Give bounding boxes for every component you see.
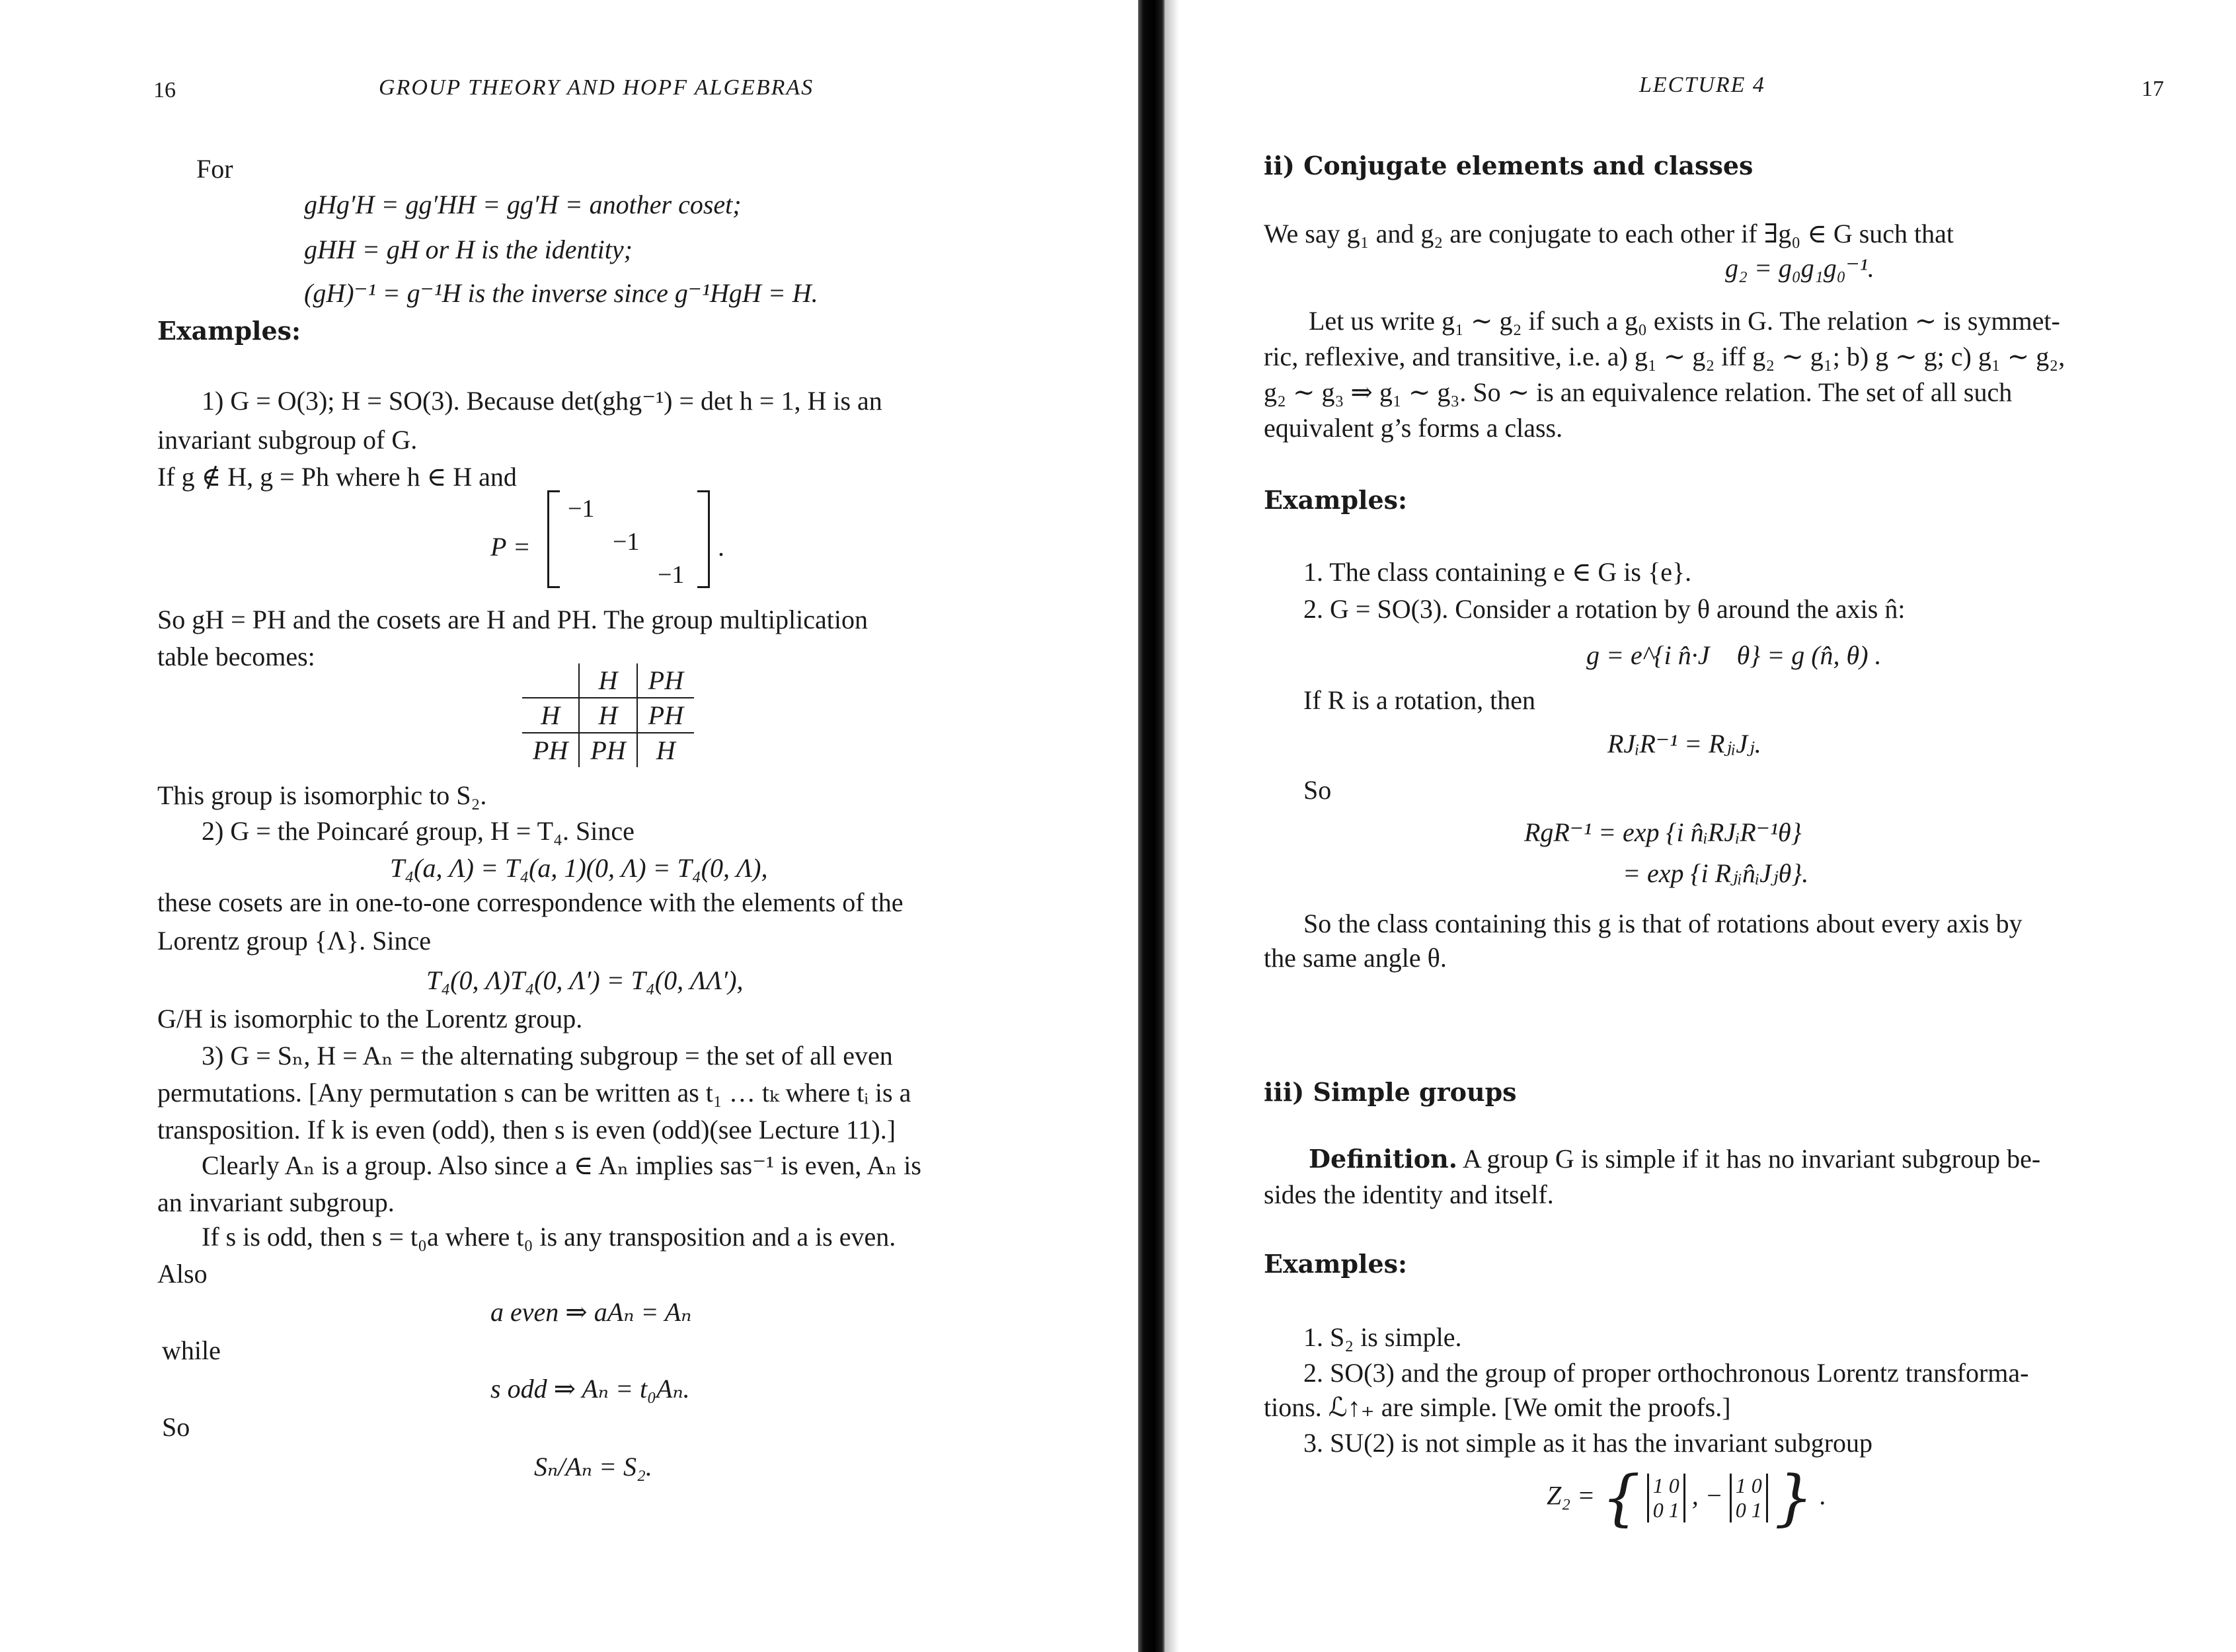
text-line: permutations. [Any permutation s can be written as t₁ … tₖ where tᵢ is a (157, 1078, 911, 1108)
text-line: So (162, 1412, 190, 1442)
text-line: transposition. If k is even (odd), then s is even (odd)(see Lecture 11).] (157, 1115, 896, 1145)
text-line: while (162, 1335, 221, 1365)
text-line: g₂ ∼ g₃ ⇒ g₁ ∼ g₃. So ∼ is an equivalence relation. The set of all such (1264, 377, 2013, 407)
page-number: 17 (2141, 77, 2164, 101)
multiplication-table (522, 663, 694, 767)
table-row (522, 698, 694, 733)
text-line: So the class containing this g is that of rotations about every axis by (1303, 909, 2023, 938)
equation: = exp {i Rⱼᵢn̂ᵢJⱼθ}. (1623, 858, 1809, 888)
equation: (gH)⁻¹ = g⁻¹H is the inverse since g⁻¹HgH = H. (304, 278, 818, 308)
z2-period: . (1820, 1480, 1827, 1511)
z2-separator: , − (1691, 1480, 1723, 1511)
section-heading: iii) Simple groups (1264, 1077, 1517, 1107)
table-row-label: PH (522, 733, 579, 767)
matrix-row: 1 0 (1652, 1474, 1679, 1498)
text-line: So gH = PH and the cosets are H and PH. The group multiplication (157, 605, 868, 634)
right-page (1176, 0, 2236, 1652)
identity-matrix (1730, 1474, 1768, 1522)
text-line: Lorentz group {Λ}. Since (157, 926, 431, 956)
examples-heading: Examples: (157, 316, 301, 346)
list-item: 1. S₂ is simple. (1303, 1322, 1462, 1352)
matrix-entry: −1 (658, 561, 685, 589)
text-line: Also (157, 1259, 208, 1289)
equation: Sₙ/Aₙ = S₂. (534, 1452, 652, 1482)
text-line: If s is odd, then s = t₀a where t₀ is any transposition and a is even. (202, 1222, 896, 1252)
z2-lhs: Z₂ = (1547, 1480, 1596, 1511)
definition-text: A group G is simple if it has no invariant subgroup be- (1462, 1144, 2041, 1174)
text-line: This group is isomorphic to S₂. (157, 780, 487, 810)
matrix-row: 0 1 (1652, 1498, 1679, 1522)
text-line: equivalent g’s forms a class. (1264, 413, 1563, 443)
right-brace: } (1774, 1462, 1814, 1533)
list-item: 1. The class containing e ∈ G is {e}. (1303, 557, 1692, 587)
text-line: ric, reflexive, and transitive, i.e. a) g₁ ∼ g₂ iff g₂ ∼ g₁; b) g ∼ g; c) g₁ ∼ g₂, (1264, 342, 2065, 371)
definition-label: Definition. (1309, 1144, 1458, 1174)
list-item: 2. SO(3) and the group of proper orthochronous Lorentz transforma- (1303, 1358, 2029, 1388)
table-cell (522, 663, 579, 698)
equation: RgR⁻¹ = exp {i n̂ᵢRJᵢR⁻¹θ} (1524, 817, 1802, 847)
text-line: 2) G = the Poincaré group, H = T₄. Since (202, 816, 635, 846)
identity-matrix (1647, 1474, 1685, 1522)
matrix-entry: −1 (568, 495, 595, 523)
text-line: the same angle θ. (1264, 943, 1447, 973)
book-spine (1138, 0, 1165, 1652)
running-head: GROUP THEORY AND HOPF ALGEBRAS (379, 75, 814, 100)
table-header-cell: PH (637, 663, 694, 698)
table-cell: PH (637, 698, 694, 733)
table-row (522, 733, 694, 767)
examples-heading: Examples: (1264, 485, 1408, 515)
text-line: G/H is isomorphic to the Lorentz group. (157, 1004, 583, 1033)
text-line: For (196, 154, 233, 184)
matrix-entry: −1 (613, 528, 640, 556)
text-line: If g ∉ H, g = Ph where h ∈ H and (157, 462, 517, 492)
text-line: Let us write g₁ ∼ g₂ if such a g₀ exists in G. The relation ∼ is symmet- (1309, 306, 2060, 336)
text-line: 3) G = Sₙ, H = Aₙ = the alternating subgroup = the set of all even (202, 1041, 893, 1070)
table-cell: PH (579, 733, 636, 767)
text-line: invariant subgroup of G. (157, 425, 418, 455)
text-line: an invariant subgroup. (157, 1187, 395, 1217)
equation: T₄(a, Λ) = T₄(a, 1)(0, Λ) = T₄(0, Λ), (390, 853, 768, 883)
equation: T₄(0, Λ)T₄(0, Λ′) = T₄(0, ΛΛ′), (426, 965, 744, 995)
matrix-row: 1 0 (1735, 1474, 1762, 1498)
table-cell: H (637, 733, 694, 767)
table-cell: H (579, 698, 636, 733)
text-line: sides the identity and itself. (1264, 1180, 1554, 1209)
section-heading: ii) Conjugate elements and classes (1264, 151, 1754, 180)
list-item: 3. SU(2) is not simple as it has the invariant subgroup (1303, 1428, 1873, 1458)
equation: s odd ⇒ Aₙ = t₀Aₙ. (490, 1374, 690, 1404)
equation: gHg′H = gg′HH = gg′H = another coset; (304, 190, 742, 219)
left-brace: { (1601, 1462, 1640, 1533)
running-head: LECTURE 4 (1639, 73, 1765, 97)
text-line: We say g₁ and g₂ are conjugate to each other if ∃g₀ ∈ G such that (1264, 219, 1954, 248)
matrix-label: P = (490, 532, 531, 562)
list-item: tions. ℒ↑₊ are simple. [We omit the proofs.] (1264, 1392, 1731, 1422)
z2-equation (1547, 1462, 1826, 1534)
equation: g₂ = g₀g₁g₀⁻¹. (1725, 253, 1874, 283)
text-line: these cosets are in one-to-one correspondence with the elements of the (157, 887, 904, 917)
matrix-period: . (718, 532, 724, 562)
examples-heading: Examples: (1264, 1249, 1408, 1279)
text-line: table becomes: (157, 642, 315, 671)
definition-line (1309, 1146, 2040, 1172)
equation: g = e^{i n̂·J⃗ θ} = g (n̂, θ) . (1586, 640, 1882, 670)
text-line: So (1303, 775, 1332, 805)
page-number: 16 (153, 78, 176, 102)
equation: RJᵢR⁻¹ = RⱼᵢJⱼ. (1607, 729, 1761, 759)
equation: a even ⇒ aAₙ = Aₙ (490, 1297, 692, 1327)
text-line: If R is a rotation, then (1303, 685, 1536, 715)
text-line: Clearly Aₙ is a group. Also since a ∈ Aₙ implies sas⁻¹ is even, Aₙ is (202, 1150, 921, 1180)
matrix-p (547, 490, 710, 588)
table-header-cell: H (579, 663, 636, 698)
matrix-row: 0 1 (1735, 1498, 1762, 1522)
equation: gHH = gH or H is the identity; (304, 235, 633, 264)
text-line: 1) G = O(3); H = SO(3). Because det(ghg⁻¹) = det h = 1, H is an (202, 386, 882, 416)
table-row-label: H (522, 698, 579, 733)
list-item: 2. G = SO(3). Consider a rotation by θ around the axis n̂: (1303, 594, 1906, 624)
